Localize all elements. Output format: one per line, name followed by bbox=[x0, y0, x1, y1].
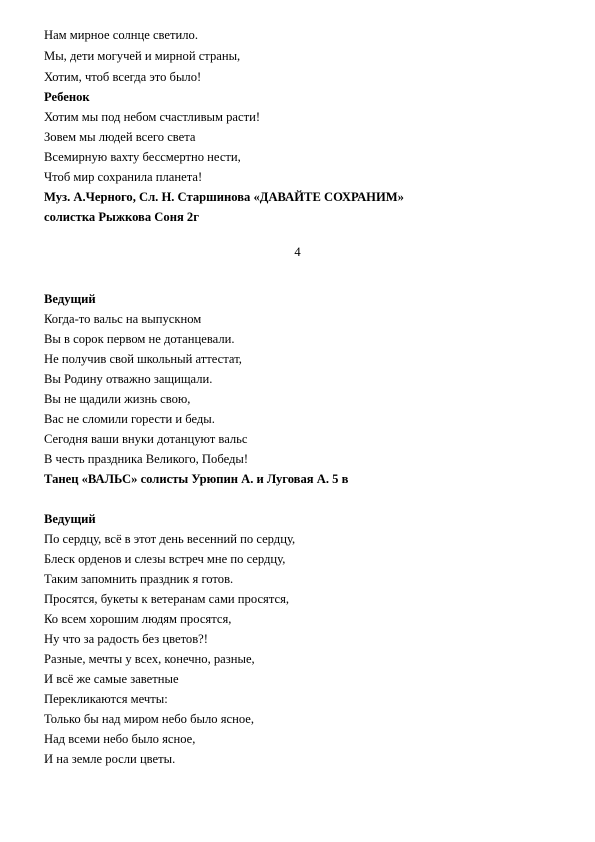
verse-line: Перекликаются мечты: bbox=[44, 692, 168, 706]
verse-line: Сегодня ваши внуки дотанцуют вальс bbox=[44, 432, 248, 446]
verse-line: Вас не сломили горести и беды. bbox=[44, 412, 215, 426]
text-line: Хотим, чтоб всегда это было! bbox=[44, 70, 202, 84]
song-credit: Муз. А.Черного, Сл. Н. Старшинова «ДАВАЙТЕ СОХРАНИМ» bbox=[44, 190, 404, 204]
verse-line: Разные, мечты у всех, конечно, разные, bbox=[44, 652, 255, 666]
verse-line: Не получив свой школьный аттестат, bbox=[44, 352, 242, 366]
verse-line: Хотим мы под небом счастливым расти! bbox=[44, 110, 261, 124]
verse-line: По сердцу, всё в этот день весенний по сердцу, bbox=[44, 532, 296, 546]
verse-line: Только бы над миром небо было ясное, bbox=[44, 712, 255, 726]
dance-credit: Танец «ВАЛЬС» солисты Урюпин А. и Луговая А. 5 в bbox=[44, 472, 349, 486]
verse-line: Зовем мы людей всего света bbox=[44, 130, 196, 144]
verse-line: Просятся, букеты к ветеранам сами просятся, bbox=[44, 592, 290, 606]
verse-line: Блеск орденов и слезы встреч мне по сердцу, bbox=[44, 552, 286, 566]
verse-line: Чтоб мир сохранила планета! bbox=[44, 170, 203, 184]
verse-line: Когда-то вальс на выпускном bbox=[44, 312, 202, 326]
text-line: Мы, дети могучей и мирной страны, bbox=[44, 49, 241, 63]
verse-line: И на земле росли цветы. bbox=[44, 752, 176, 766]
verse-line: Ко всем хорошим людям просятся, bbox=[44, 612, 232, 626]
text-line: Нам мирное солнце светило. bbox=[44, 28, 198, 42]
verse-line: В честь праздника Великого, Победы! bbox=[44, 452, 249, 466]
verse-line: И всё же самые заветные bbox=[44, 672, 179, 686]
speaker-label: Ребенок bbox=[44, 90, 90, 104]
page-number: 4 bbox=[294, 245, 301, 259]
verse-line: Над всеми небо было ясное, bbox=[44, 732, 196, 746]
speaker-label: Ведущий bbox=[44, 512, 96, 526]
soloist-credit: солистка Рыжкова Соня 2г bbox=[44, 210, 199, 224]
verse-line: Вы в сорок первом не дотанцевали. bbox=[44, 332, 235, 346]
verse-line: Вы не щадили жизнь свою, bbox=[44, 392, 191, 406]
verse-line: Таким запомнить праздник я готов. bbox=[44, 572, 234, 586]
verse-line: Вы Родину отважно защищали. bbox=[44, 372, 213, 386]
verse-line: Всемирную вахту бессмертно нести, bbox=[44, 150, 241, 164]
speaker-label: Ведущий bbox=[44, 292, 96, 306]
verse-line: Ну что за радость без цветов?! bbox=[44, 632, 208, 646]
